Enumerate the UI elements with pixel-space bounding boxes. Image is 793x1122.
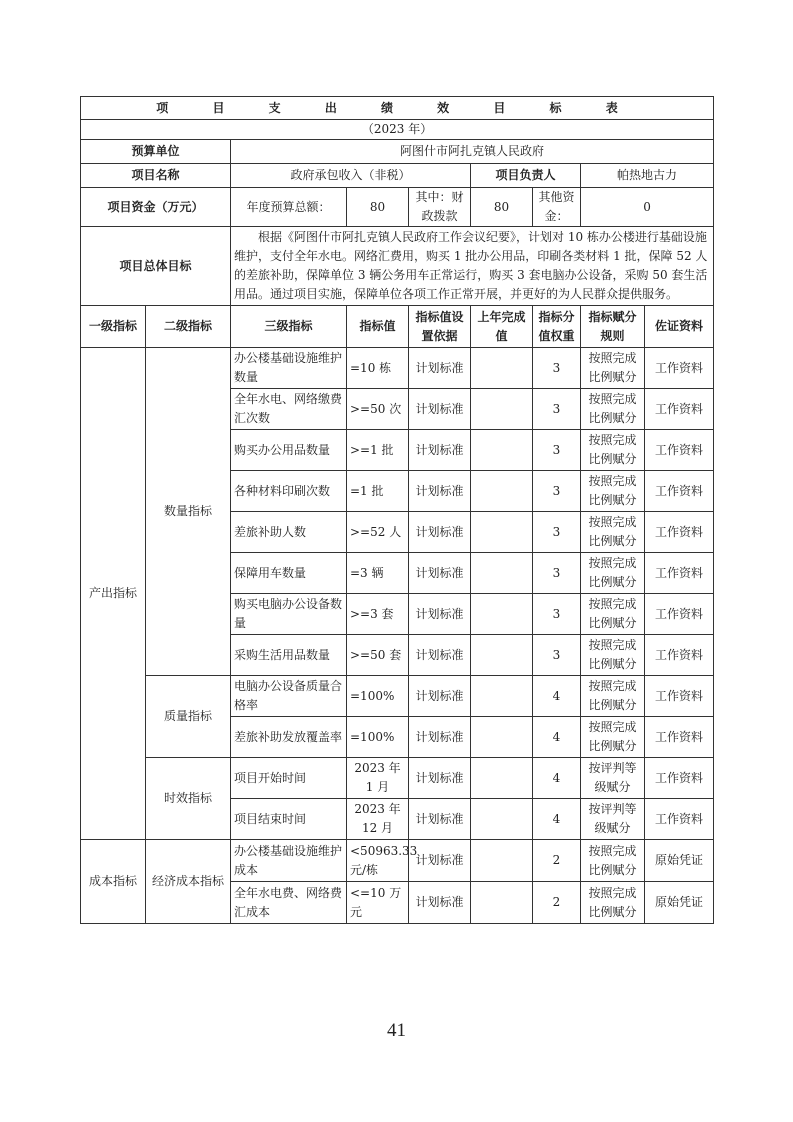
other-funds-value: 0 (581, 188, 714, 227)
basis-cell: 计划标准 (409, 389, 471, 430)
value-cell: >=52 人 (347, 512, 409, 553)
level3-cell: 差旅补助发放覆盖率 (231, 717, 347, 758)
prev-cell (471, 348, 533, 389)
page-number: 41 (387, 1020, 406, 1041)
basis-cell: 计划标准 (409, 635, 471, 676)
basis-cell: 计划标准 (409, 882, 471, 924)
rule-cell: 按照完成比例赋分 (581, 389, 645, 430)
weight-cell: 3 (533, 635, 581, 676)
level3-cell: 全年水电费、网络费汇成本 (231, 882, 347, 924)
level3-cell: 全年水电、网络缴费汇次数 (231, 389, 347, 430)
header-basis: 指标值设置依据 (409, 306, 471, 348)
level2-economic-cost: 经济成本指标 (146, 840, 231, 924)
budget-unit-value: 阿图什市阿扎克镇人民政府 (231, 140, 714, 164)
prev-cell (471, 635, 533, 676)
weight-cell: 2 (533, 840, 581, 882)
evidence-cell: 原始凭证 (645, 882, 714, 924)
fiscal-label: 其中：财政拨款 (409, 188, 471, 227)
level2-quality: 质量指标 (146, 676, 231, 758)
level3-cell: 购买电脑办公设备数量 (231, 594, 347, 635)
value-cell: <=10 万元 (347, 882, 409, 924)
rule-cell: 按评判等级赋分 (581, 758, 645, 799)
weight-cell: 3 (533, 594, 581, 635)
prev-cell (471, 389, 533, 430)
prev-cell (471, 594, 533, 635)
table-row (81, 840, 714, 882)
basis-cell: 计划标准 (409, 840, 471, 882)
rule-cell: 按照完成比例赋分 (581, 553, 645, 594)
value-cell: 2023 年 1 月 (347, 758, 409, 799)
rule-cell: 按评判等级赋分 (581, 799, 645, 840)
prev-cell (471, 676, 533, 717)
level3-cell: 采购生活用品数量 (231, 635, 347, 676)
value-cell: 2023 年 12 月 (347, 799, 409, 840)
weight-cell: 2 (533, 882, 581, 924)
overall-goal-label: 项目总体目标 (81, 227, 231, 306)
evidence-cell: 工作资料 (645, 758, 714, 799)
value-cell: >=3 套 (347, 594, 409, 635)
header-level3: 三级指标 (231, 306, 347, 348)
fiscal-value: 80 (471, 188, 533, 227)
annual-total-label: 年度预算总额： (231, 188, 347, 227)
evidence-cell: 工作资料 (645, 676, 714, 717)
evidence-cell: 工作资料 (645, 717, 714, 758)
rule-cell: 按照完成比例赋分 (581, 882, 645, 924)
weight-cell: 4 (533, 717, 581, 758)
evidence-cell: 工作资料 (645, 553, 714, 594)
basis-cell: 计划标准 (409, 594, 471, 635)
rule-cell: 按照完成比例赋分 (581, 717, 645, 758)
project-name-label: 项目名称 (81, 164, 231, 188)
performance-target-table (80, 96, 714, 924)
weight-cell: 3 (533, 512, 581, 553)
value-cell: =10 栋 (347, 348, 409, 389)
level2-timeliness: 时效指标 (146, 758, 231, 840)
weight-cell: 4 (533, 799, 581, 840)
evidence-cell: 原始凭证 (645, 840, 714, 882)
basis-cell: 计划标准 (409, 758, 471, 799)
prev-cell (471, 882, 533, 924)
basis-cell: 计划标准 (409, 717, 471, 758)
rule-cell: 按照完成比例赋分 (581, 635, 645, 676)
year-label: （2023 年） (81, 120, 714, 140)
rule-cell: 按照完成比例赋分 (581, 512, 645, 553)
level3-cell: 项目开始时间 (231, 758, 347, 799)
level3-cell: 差旅补助人数 (231, 512, 347, 553)
project-name-value: 政府承包收入（非税） (231, 164, 471, 188)
value-cell: =100% (347, 676, 409, 717)
rule-cell: 按照完成比例赋分 (581, 430, 645, 471)
rule-cell: 按照完成比例赋分 (581, 676, 645, 717)
level2-quantity: 数量指标 (146, 348, 231, 676)
prev-cell (471, 717, 533, 758)
basis-cell: 计划标准 (409, 553, 471, 594)
table-title: 项 目 支 出 绩 效 目 标 表 (81, 97, 714, 120)
table-row (81, 348, 714, 389)
prev-cell (471, 430, 533, 471)
level3-cell: 办公楼基础设施维护成本 (231, 840, 347, 882)
evidence-cell: 工作资料 (645, 471, 714, 512)
other-funds-label: 其他资金： (533, 188, 581, 227)
value-cell: >=50 次 (347, 389, 409, 430)
prev-cell (471, 471, 533, 512)
level1-output: 产出指标 (81, 348, 146, 840)
rule-cell: 按照完成比例赋分 (581, 471, 645, 512)
basis-cell: 计划标准 (409, 348, 471, 389)
header-level1: 一级指标 (81, 306, 146, 348)
header-level2: 二级指标 (146, 306, 231, 348)
evidence-cell: 工作资料 (645, 512, 714, 553)
annual-total-value: 80 (347, 188, 409, 227)
table-row (81, 758, 714, 799)
header-weight: 指标分值权重 (533, 306, 581, 348)
header-rule: 指标赋分规则 (581, 306, 645, 348)
rule-cell: 按照完成比例赋分 (581, 594, 645, 635)
evidence-cell: 工作资料 (645, 389, 714, 430)
level3-cell: 办公楼基础设施维护数量 (231, 348, 347, 389)
rule-cell: 按照完成比例赋分 (581, 840, 645, 882)
evidence-cell: 工作资料 (645, 799, 714, 840)
weight-cell: 4 (533, 758, 581, 799)
evidence-cell: 工作资料 (645, 594, 714, 635)
level3-cell: 保障用车数量 (231, 553, 347, 594)
value-cell: >=50 套 (347, 635, 409, 676)
level3-cell: 购买办公用品数量 (231, 430, 347, 471)
evidence-cell: 工作资料 (645, 430, 714, 471)
basis-cell: 计划标准 (409, 430, 471, 471)
overall-goal-text: 根据《阿图什市阿扎克镇人民政府工作会议纪要》，计划对 10 栋办公楼进行基础设施维护，支付全年水电。网络汇费用，购买 1 批办公用品，印刷各类材料 1 批，保障 52 人的差旅补助，保障单位 3 辆公务用车正常运行，购买 3 套电脑办公设备，采购 50 套生活用品。通过项目实施，保障单位各项工作正常开展，并更好的为人民群众提供服务。 (231, 227, 714, 306)
value-cell: =3 辆 (347, 553, 409, 594)
basis-cell: 计划标准 (409, 471, 471, 512)
header-evidence: 佐证资料 (645, 306, 714, 348)
header-value: 指标值 (347, 306, 409, 348)
weight-cell: 4 (533, 676, 581, 717)
weight-cell: 3 (533, 430, 581, 471)
rule-cell: 按照完成比例赋分 (581, 348, 645, 389)
level1-cost: 成本指标 (81, 840, 146, 924)
fund-label: 项目资金（万元） (81, 188, 231, 227)
weight-cell: 3 (533, 553, 581, 594)
project-leader-value: 帕热地古力 (581, 164, 714, 188)
prev-cell (471, 512, 533, 553)
header-row (81, 306, 714, 348)
evidence-cell: 工作资料 (645, 635, 714, 676)
prev-cell (471, 799, 533, 840)
level3-cell: 项目结束时间 (231, 799, 347, 840)
value-cell: =1 批 (347, 471, 409, 512)
basis-cell: 计划标准 (409, 676, 471, 717)
weight-cell: 3 (533, 389, 581, 430)
prev-cell (471, 553, 533, 594)
evidence-cell: 工作资料 (645, 348, 714, 389)
basis-cell: 计划标准 (409, 799, 471, 840)
prev-cell (471, 840, 533, 882)
weight-cell: 3 (533, 471, 581, 512)
weight-cell: 3 (533, 348, 581, 389)
project-leader-label: 项目负责人 (471, 164, 581, 188)
level3-cell: 电脑办公设备质量合格率 (231, 676, 347, 717)
prev-cell (471, 758, 533, 799)
budget-unit-label: 预算单位 (81, 140, 231, 164)
value-cell: >=1 批 (347, 430, 409, 471)
value-cell: <50963.33 元/栋 (347, 840, 409, 882)
table-row (81, 676, 714, 717)
header-prev: 上年完成值 (471, 306, 533, 348)
basis-cell: 计划标准 (409, 512, 471, 553)
level3-cell: 各种材料印刷次数 (231, 471, 347, 512)
value-cell: =100% (347, 717, 409, 758)
